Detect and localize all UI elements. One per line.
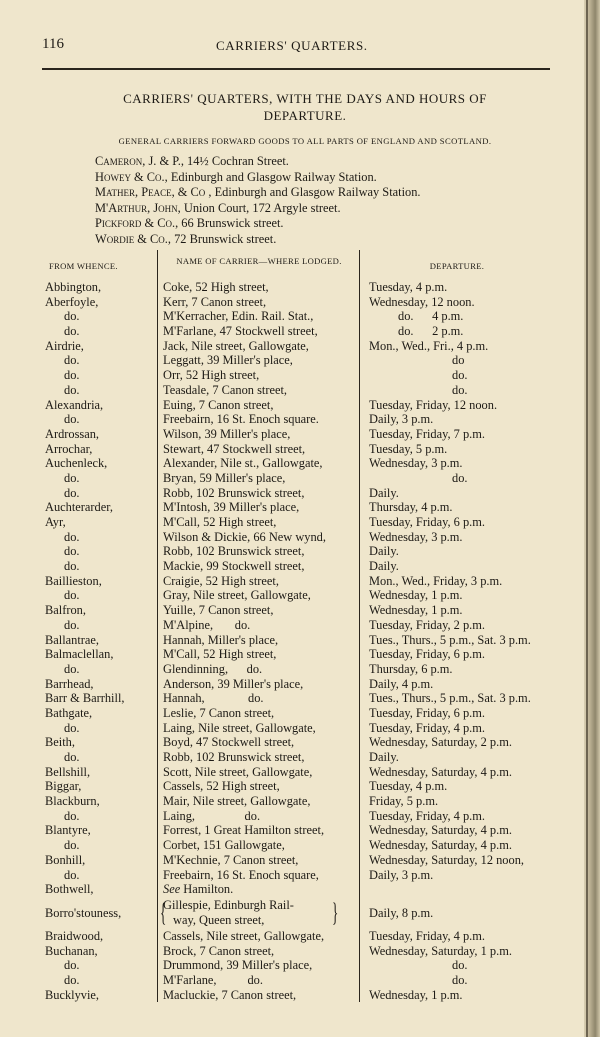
table-row [0,809,588,824]
from-whence-cell: do. [64,617,80,632]
carrier-name: M'Arthur, John, [95,200,181,215]
carrier-cell: Bryan, 59 Miller's place, [163,470,286,485]
carrier-cell: Orr, 52 High street, [163,368,260,383]
from-whence-cell: Bathgate, [45,705,93,720]
table-row [0,853,588,868]
departure-cell: Wednesday, Saturday, 4 p.m. [369,823,512,838]
departure-cell: Wednesday, Saturday, 2 p.m. [369,735,512,750]
from-whence-cell: Braidwood, [45,928,104,943]
from-whence-cell: Auchenleck, [45,456,108,471]
table-row [0,662,588,677]
departure-cell: Tuesday, Friday, 6 p.m. [369,705,485,720]
carrier-cell: Hannah, Miller's place, [163,632,279,647]
carrier-cell: Forrest, 1 Great Hamilton street, [163,823,325,838]
carrier-address: 66 Brunswick street. [178,216,284,231]
from-whence-cell: do. [64,958,80,973]
departure-cell: do. 2 p.m. [398,324,464,339]
table-row [0,618,588,633]
carrier-cell: Laing, Nile street, Gallowgate, [163,720,316,735]
table-row [0,456,588,471]
departure-cell: Tuesday, Friday, 12 noon. [369,397,498,412]
section-title [70,90,540,124]
table-row [0,929,588,944]
from-whence-cell: Bucklyvie, [45,987,100,1002]
from-whence-cell: do. [64,972,80,987]
carrier-cell: Euing, 7 Canon street, [163,397,274,412]
carrier-cell: Hannah, do. [163,691,264,706]
title-line-2: DEPARTURE. [263,108,347,123]
departure-cell: Daily, 3 p.m. [369,867,434,882]
table-row [0,633,588,648]
departure-cell: Thursday, 4 p.m. [369,500,453,515]
departure-cell: do. 4 p.m. [398,309,464,324]
from-whence-cell: Balmaclellan, [45,647,114,662]
departure-cell: Daily. [369,544,399,559]
departure-cell: Tuesday, Friday, 4 p.m. [369,928,485,943]
from-whence-cell: Bellshill, [45,764,91,779]
departure-cell: Wednesday, 1 p.m. [369,588,463,603]
departure-cell: Tues., Thurs., 5 p.m., Sat. 3 p.m. [369,632,531,647]
carrier-cell: M'Kechnie, 7 Canon street, [163,852,299,867]
table-row [0,530,588,545]
right-brace: } [332,896,339,927]
departure-cell: Daily, 4 p.m. [369,676,434,691]
carrier-cell: Macluckie, 7 Canon street, [163,987,297,1002]
from-whence-cell: do. [64,559,80,574]
carrier-cell: M'Call, 52 High street, [163,515,277,529]
carrier-cell: Robb, 102 Brunswick street, [163,750,305,764]
departure-cell: Tuesday, Friday, 7 p.m. [369,426,485,441]
table-row [0,368,588,383]
carrier-cell: Stewart, 47 Stockwell street, [163,441,306,456]
carrier-cell: M'Call, 52 High street, [163,647,277,662]
carrier-name: Howey & Co., [95,169,168,184]
from-whence-cell: Ballantrae, [45,632,100,647]
carrier-cell: Mair, Nile street, Gallowgate, [163,794,311,809]
carrier-line-1: Gillespie, Edinburgh Rail- [163,897,294,912]
column-header-name: NAME OF CARRIER—WHERE LODGED. [176,256,342,266]
departure-cell: Daily, 8 p.m. [369,905,434,920]
departure-cell: do. [452,972,468,987]
general-carrier-entry [95,232,565,248]
carrier-cell: Freebairn, 16 St. Enoch square. [163,412,319,427]
from-whence-cell: Barr & Barrhill, [45,691,125,706]
table-row [0,958,588,973]
table-row [0,677,588,692]
table-row [0,973,588,988]
from-whence-cell: do. [64,368,80,383]
from-whence-cell: do. [64,309,80,324]
carrier-cell: Drummond, 39 Miller's place, [163,958,313,973]
table-row [0,442,588,457]
departure-cell: Wednesday, Saturday, 1 p.m. [369,943,512,958]
departure-cell: Wednesday, 12 noon. [369,294,475,309]
carrier-cell: Gray, Nile street, Gallowgate, [163,588,311,603]
table-row [0,544,588,559]
table-row [0,944,588,959]
table-row [0,559,588,574]
from-whence-cell: Balfron, [45,603,86,618]
departure-cell: Wednesday, 1 p.m. [369,603,463,618]
carrier-cell: Leggatt, 39 Miller's place, [163,353,293,368]
table-row [0,427,588,442]
carrier-cell: Anderson, 39 Miller's place, [163,676,304,691]
departure-cell: Daily. [369,485,399,500]
table-row [0,339,588,354]
table-row [0,882,588,897]
from-whence-cell: Ardrossan, [45,426,100,441]
from-whence-cell: do. [64,470,80,485]
general-carrier-entry [95,185,565,201]
table-row [0,398,588,413]
carrier-cell: Robb, 102 Brunswick street, [163,485,305,500]
table-row [0,574,588,589]
table-row [0,706,588,721]
carrier-cell: Glendinning, do. [163,661,263,676]
departure-cell: Daily. [369,559,399,574]
departure-cell: Tuesday, Friday, 4 p.m. [369,720,485,735]
from-whence-cell: Blantyre, [45,823,91,838]
carrier-cell: Leslie, 7 Canon street, [163,705,275,720]
from-whence-cell: do. [64,544,80,559]
from-whence-cell: do. [64,353,80,368]
carrier-cell: M'Farlane, do. [163,972,263,987]
from-whence-cell: Alexandria, [45,397,104,412]
carrier-cell: Boyd, 47 Stockwell street, [163,735,295,750]
departure-cell: do. [452,958,468,973]
carrier-line-2: way, Queen street, [173,912,265,927]
table-row [0,647,588,662]
general-carrier-entry [95,216,565,232]
carrier-cell: Wilson & Dickie, 66 New wynd, [163,529,326,544]
departure-cell: Tues., Thurs., 5 p.m., Sat. 3 p.m. [369,691,531,706]
table-row [0,691,588,706]
carrier-cell: Yuille, 7 Canon street, [163,603,274,618]
carrier-cell: M'Intosh, 39 Miller's place, [163,500,300,515]
carrier-cell: Brock, 7 Canon street, [163,943,275,958]
from-whence-cell: Abbington, [45,280,102,294]
departure-cell: Wednesday, Saturday, 12 noon, [369,852,524,867]
from-whence-cell: do. [64,867,80,882]
from-whence-cell: Biggar, [45,779,82,794]
general-carriers-subtitle: GENERAL CARRIERS FORWARD GOODS TO ALL PARTS OF ENGLAND AND SCOTLAND. [118,136,492,146]
carrier-cell [163,898,359,928]
from-whence-cell: Auchterarder, [45,500,113,515]
carrier-name: Wordie & Co., [95,231,171,246]
carrier-cell: M'Kerracher, Edin. Rail. Stat., [163,309,314,324]
header-rule [42,68,550,70]
departure-cell: do [452,353,465,368]
table-row [0,588,588,603]
table-row [0,515,588,530]
table-row [0,500,588,515]
carrier-address: Union Court, 172 Argyle street. [180,200,341,215]
table-row [0,324,588,339]
departure-cell: Wednesday, 1 p.m. [369,987,463,1002]
table-row [0,471,588,486]
table-row [0,988,588,1003]
carrier-table [0,280,588,1002]
column-header-from: FROM WHENCE. [49,261,118,271]
departure-cell: Thursday, 6 p.m. [369,661,453,676]
carrier-cell: M'Alpine, do. [163,617,251,632]
table-row [0,603,588,618]
carrier-cell: Corbet, 151 Gallowgate, [163,838,285,853]
from-whence-cell: Arrochar, [45,441,93,456]
table-row [0,838,588,853]
carrier-cell: Freebairn, 16 St. Enoch square, [163,867,319,882]
carrier-cell: Jack, Nile street, Gallowgate, [163,338,309,353]
departure-cell: Mon., Wed., Fri., 4 p.m. [369,338,489,353]
carrier-cell: Mackie, 99 Stockwell street, [163,559,305,574]
table-row [0,779,588,794]
carrier-cell: M'Farlane, 47 Stockwell street, [163,324,318,339]
from-whence-cell: do. [64,808,80,823]
departure-cell: Friday, 5 p.m. [369,794,439,809]
from-whence-cell: Airdrie, [45,338,84,353]
carrier-cell: Scott, Nile street, Gallowgate, [163,764,313,779]
carrier-address: Edinburgh and Glasgow Railway Station. [211,185,421,200]
from-whence-cell: do. [64,412,80,427]
carrier-name: Cameron, J. & P., [95,154,184,168]
table-row [0,486,588,501]
from-whence-cell: Bothwell, [45,882,94,897]
departure-cell: Daily, 3 p.m. [369,412,434,427]
running-head [42,36,552,56]
carrier-address: 14½ Cochran Street. [183,154,289,168]
table-row [0,412,588,427]
departure-cell: Wednesday, 3 p.m. [369,456,463,471]
from-whence-cell: do. [64,529,80,544]
table-row [0,721,588,736]
from-whence-cell: Beith, [45,735,75,750]
departure-cell: Tuesday, 4 p.m. [369,779,448,794]
carrier-cell: Teasdale, 7 Canon street, [163,382,288,397]
table-row [0,868,588,883]
from-whence-cell: Blackburn, [45,794,100,809]
title-line-1: CARRIERS' QUARTERS, WITH THE DAYS AND HOURS OF [123,91,487,106]
see-reference: See [163,882,184,897]
departure-cell: Tuesday, 4 p.m. [369,280,448,294]
page-number: 116 [42,36,64,52]
from-whence-cell: do. [64,382,80,397]
general-carrier-entry [95,201,565,217]
table-row [0,353,588,368]
carrier-cell: Kerr, 7 Canon street, [163,294,267,309]
from-whence-cell: Baillieston, [45,573,102,588]
from-whence-cell: Bonhill, [45,852,86,867]
departure-cell: Tuesday, Friday, 6 p.m. [369,515,485,529]
from-whence-cell: Borro'stouness, [45,905,122,920]
table-row [0,750,588,765]
carrier-name: Mather, Peace, & Co , [95,185,212,200]
running-title: CARRIERS' QUARTERS. [216,38,368,53]
table-row [0,823,588,838]
table-row [0,295,588,310]
from-whence-cell: do. [64,661,80,676]
table-row [0,897,588,929]
departure-cell: Wednesday, 3 p.m. [369,529,463,544]
from-whence-cell: do. [64,750,80,764]
carrier-cell: Robb, 102 Brunswick street, [163,544,305,559]
column-header-departure: DEPARTURE. [429,261,485,271]
departure-cell: do. [452,470,468,485]
carrier-cell: Alexander, Nile st., Gallowgate, [163,456,323,471]
departure-cell: Daily. [369,750,399,764]
from-whence-cell: do. [64,838,80,853]
table-row [0,280,588,295]
from-whence-cell: Buchanan, [45,943,98,958]
table-row [0,735,588,750]
from-whence-cell: do. [64,588,80,603]
carrier-cell: See Hamilton. [163,882,234,897]
departure-cell: Tuesday, 5 p.m. [369,441,448,456]
carrier-cell: Coke, 52 High street, [163,280,269,294]
from-whence-cell: Ayr, [45,515,66,529]
carrier-cell: Cassels, 52 High street, [163,779,280,794]
departure-cell: do. [452,368,468,383]
carrier-address: Edinburgh and Glasgow Railway Station. [167,169,377,184]
departure-cell: Tuesday, Friday, 2 p.m. [369,617,485,632]
table-row [0,765,588,780]
general-carriers-list [95,154,565,248]
from-whence-cell: Aberfoyle, [45,294,99,309]
from-whence-cell: do. [64,324,80,339]
general-carrier-entry [95,170,565,186]
carrier-cell: Laing, do. [163,808,261,823]
from-whence-cell: do. [64,720,80,735]
carrier-address: 72 Brunswick street. [170,231,277,246]
left-brace: { [160,896,167,927]
table-row [0,794,588,809]
carrier-cell: Cassels, Nile street, Gallowgate, [163,928,325,943]
carrier-cell: Craigie, 52 High street, [163,573,279,588]
departure-cell: Tuesday, Friday, 4 p.m. [369,808,485,823]
departure-cell: Wednesday, Saturday, 4 p.m. [369,838,512,853]
departure-cell: Mon., Wed., Friday, 3 p.m. [369,573,503,588]
table-row [0,309,588,324]
table-row [0,383,588,398]
departure-cell: Tuesday, Friday, 6 p.m. [369,647,485,662]
departure-cell: do. [452,382,468,397]
general-carrier-entry [95,154,565,170]
from-whence-cell: Barrhead, [45,676,94,691]
carrier-name: Pickford & Co., [95,216,179,231]
departure-cell: Wednesday, Saturday, 4 p.m. [369,764,512,779]
from-whence-cell: do. [64,485,80,500]
carrier-cell: Wilson, 39 Miller's place, [163,426,291,441]
